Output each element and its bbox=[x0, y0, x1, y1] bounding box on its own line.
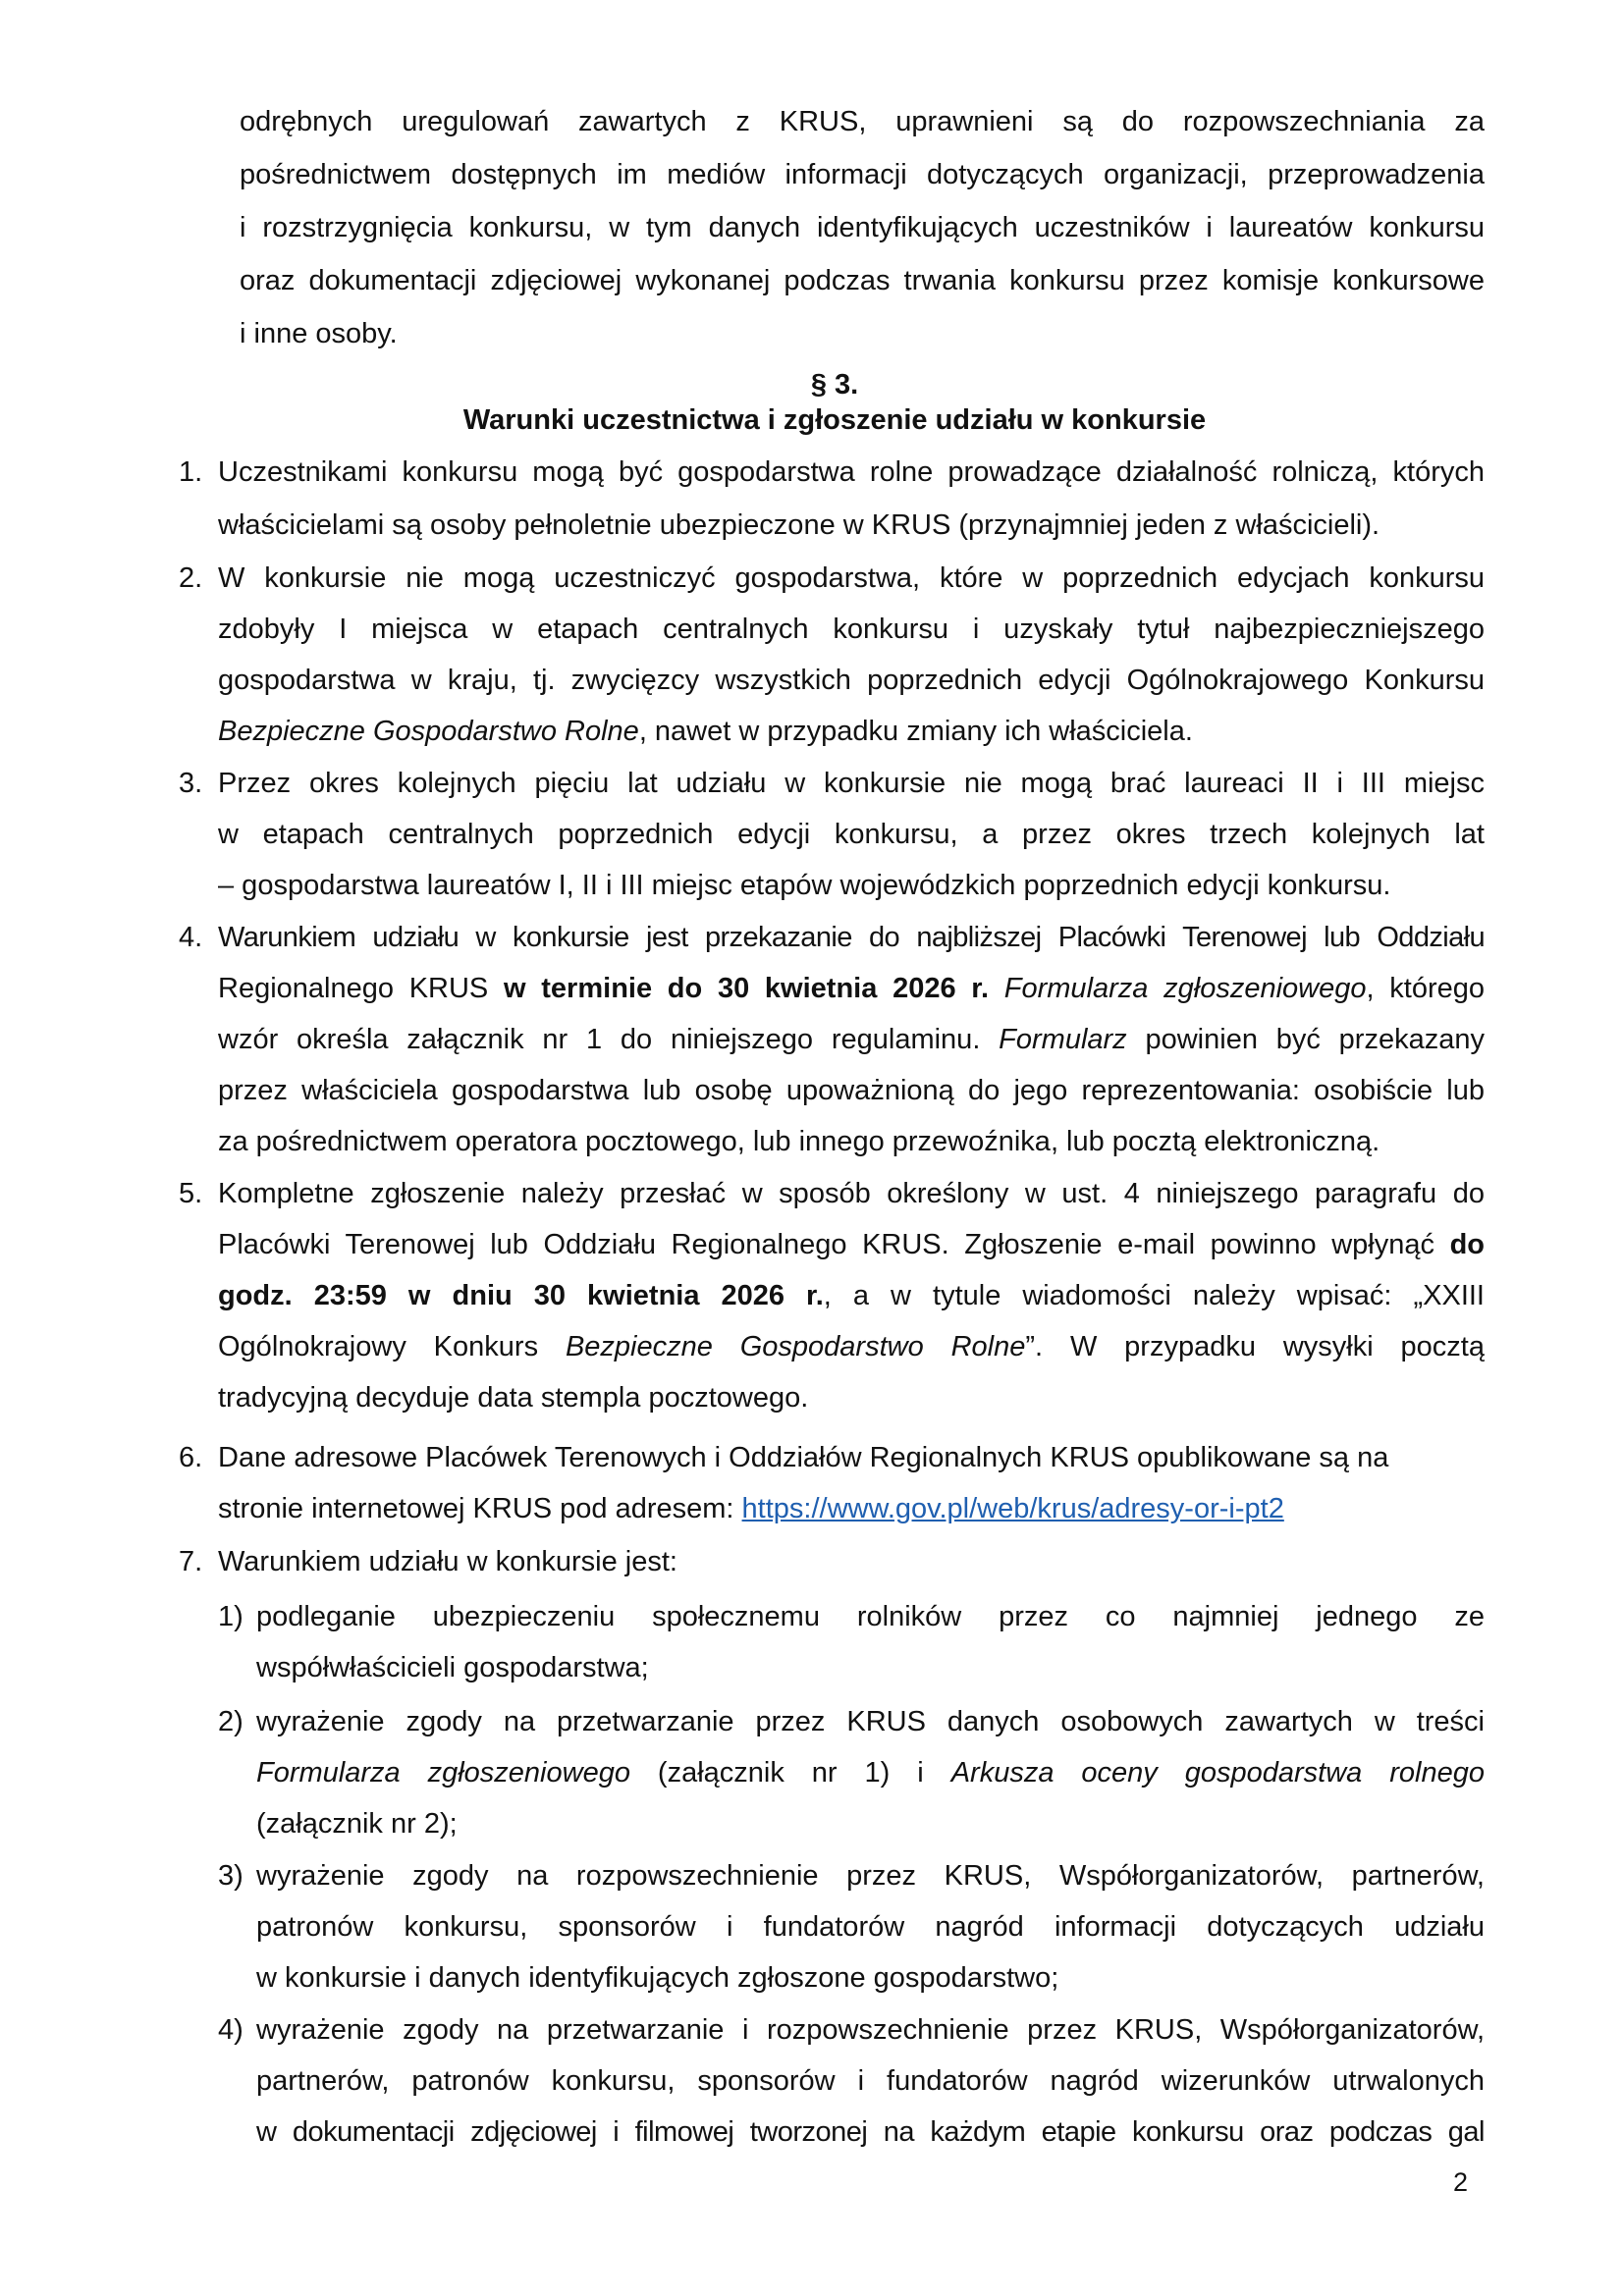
text-line bbox=[218, 1491, 1284, 1526]
item-number: 1. bbox=[179, 456, 203, 488]
text-line: gospodarstwa w kraju, tj. zwycięzcy wszystkich poprzednich edycji Ogólnokrajowego Konkursu bbox=[218, 665, 1485, 696]
text-line: za pośrednictwem operatora pocztowego, lub innego przewoźnika, lub pocztą elektroniczną. bbox=[218, 1126, 1380, 1157]
sub-item-number: 2) bbox=[218, 1706, 243, 1737]
text-line: w dokumentacji zdjęciowej i filmowej tworzonej na każdym etapie konkursu oraz podczas gal bbox=[256, 2116, 1485, 2148]
text-line: i inne osoby. bbox=[240, 318, 398, 349]
text-line: W konkursie nie mogą uczestniczyć gospodarstwa, które w poprzednich edycjach konkursu bbox=[218, 562, 1485, 594]
text-line: Kompletne zgłoszenie należy przesłać w sposób określony w ust. 4 niniejszego paragrafu do bbox=[218, 1178, 1485, 1209]
text-span: , którego bbox=[1366, 973, 1485, 1004]
text-line bbox=[256, 1755, 1485, 1790]
text-line: Dane adresowe Placówek Terenowych i Oddziałów Regionalnych KRUS opublikowane są na bbox=[218, 1442, 1389, 1473]
text-line: wyrażenie zgody na przetwarzanie i rozpowszechnienie przez KRUS, Współorganizatorów, bbox=[256, 2014, 1485, 2046]
text-line: partnerów, patronów konkursu, sponsorów i fundatorów nagród wizerunków utrwalonych bbox=[256, 2065, 1485, 2097]
text-line: (załącznik nr 2); bbox=[256, 1808, 458, 1840]
text-line: patronów konkursu, sponsorów i fundatorów nagród informacji dotyczących udziału bbox=[256, 1911, 1485, 1943]
italic-text: Formularz bbox=[999, 1024, 1127, 1055]
text-line: Warunkiem udziału w konkursie jest przekazanie do najbliższej Placówki Terenowej lub Oddziału bbox=[218, 922, 1485, 953]
item-number: 5. bbox=[179, 1178, 203, 1209]
text-line: podleganie ubezpieczeniu społecznemu rolników przez co najmniej jednego ze bbox=[256, 1601, 1485, 1632]
item-number: 3. bbox=[179, 768, 203, 799]
section-title: Warunki uczestnictwa i zgłoszenie udziału w konkursie bbox=[462, 404, 1207, 436]
text-line bbox=[218, 1227, 1485, 1262]
text-line: właścicielami są osoby pełnoletnie ubezpieczone w KRUS (przynajmniej jeden z właścicieli). bbox=[218, 509, 1380, 541]
text-line: Warunkiem udziału w konkursie jest: bbox=[218, 1546, 677, 1577]
text-line: wyrażenie zgody na rozpowszechnienie przez KRUS, Współorganizatorów, partnerów, bbox=[256, 1860, 1485, 1892]
text-line: współwłaścicieli gospodarstwa; bbox=[256, 1652, 649, 1683]
krus-addresses-link[interactable]: https://www.gov.pl/web/krus/adresy-or-i-pt2 bbox=[741, 1493, 1284, 1524]
text-line: w konkursie i danych identyfikujących zgłoszone gospodarstwo; bbox=[256, 1962, 1059, 1994]
text-line bbox=[218, 1278, 1485, 1313]
italic-title: Bezpieczne Gospodarstwo Rolne bbox=[218, 716, 639, 747]
text-span: stronie internetowej KRUS pod adresem: bbox=[218, 1493, 742, 1524]
italic-text: Formularza zgłoszeniowego bbox=[256, 1757, 630, 1789]
text-line: Uczestnikami konkursu mogą być gospodarstwa rolne prowadzące działalność rolniczą, których bbox=[218, 456, 1485, 488]
text-span: ”. W przypadku wysyłki pocztą bbox=[1025, 1331, 1485, 1362]
italic-text: Arkusza oceny gospodarstwa rolnego bbox=[950, 1757, 1485, 1789]
text-line: wyrażenie zgody na przetwarzanie przez KRUS danych osobowych zawartych w treści bbox=[256, 1706, 1485, 1737]
deadline-text: godz. 23:59 w dniu 30 kwietnia 2026 r. bbox=[218, 1280, 824, 1311]
text-line: tradycyjną decyduje data stempla pocztowego. bbox=[218, 1382, 809, 1414]
text-span: , a w tytule wiadomości należy wpisać: „XXIII bbox=[823, 1280, 1485, 1311]
text-line bbox=[218, 1022, 1485, 1057]
text-line bbox=[218, 971, 1485, 1006]
italic-text: Formularza zgłoszeniowego bbox=[989, 973, 1367, 1004]
deadline-text: w terminie do 30 kwietnia 2026 r. bbox=[504, 973, 990, 1004]
text-line: przez właściciela gospodarstwa lub osobę upoważnioną do jego reprezentowania: osobiście lub bbox=[218, 1075, 1485, 1106]
text-line: Przez okres kolejnych pięciu lat udziału w konkursie nie mogą brać laureaci II i III miejsc bbox=[218, 768, 1485, 799]
text-line: odrębnych uregulowań zawartych z KRUS, uprawnieni są do rozpowszechniania za bbox=[240, 106, 1485, 137]
text-span: , nawet w przypadku zmiany ich właściciela. bbox=[638, 716, 1193, 747]
text-line: pośrednictwem dostępnych im mediów informacji dotyczących organizacji, przeprowadzenia bbox=[240, 159, 1485, 190]
sub-item-number: 3) bbox=[218, 1860, 243, 1892]
item-number: 6. bbox=[179, 1442, 203, 1473]
italic-title: Bezpieczne Gospodarstwo Rolne bbox=[565, 1331, 1026, 1362]
item-number: 4. bbox=[179, 922, 203, 953]
sub-item-number: 4) bbox=[218, 2014, 243, 2046]
text-line: oraz dokumentacji zdjęciowej wykonanej podczas trwania konkursu przez komisje konkursowe bbox=[240, 265, 1485, 296]
text-line bbox=[218, 1329, 1485, 1364]
text-line: zdobyły I miejsca w etapach centralnych konkursu i uzyskały tytuł najbezpieczniejszego bbox=[218, 614, 1485, 645]
item-number: 2. bbox=[179, 562, 203, 594]
item-number: 7. bbox=[179, 1546, 203, 1577]
text-line bbox=[218, 714, 1193, 749]
sub-item-number: 1) bbox=[218, 1601, 243, 1632]
text-line: i rozstrzygnięcia konkursu, w tym danych identyfikujących uczestników i laureatów konkursu bbox=[240, 212, 1485, 243]
text-span: (załącznik nr 1) i bbox=[629, 1757, 951, 1789]
text-span: powinien być przekazany bbox=[1126, 1024, 1485, 1055]
deadline-text: do bbox=[1449, 1229, 1485, 1260]
text-line: w etapach centralnych poprzednich edycji konkursu, a przez okres trzech kolejnych lat bbox=[218, 819, 1485, 850]
page-number: 2 bbox=[1453, 2167, 1469, 2197]
text-span: Ogólnokrajowy Konkurs bbox=[218, 1331, 566, 1362]
text-line: – gospodarstwa laureatów I, II i III miejsc etapów wojewódzkich poprzednich edycji konkursu. bbox=[218, 870, 1391, 901]
text-span: wzór określa załącznik nr 1 do niniejszego regulaminu. bbox=[218, 1024, 1000, 1055]
section-number: § 3. bbox=[810, 369, 859, 400]
text-span: Regionalnego KRUS bbox=[218, 973, 504, 1004]
text-span: Placówki Terenowej lub Oddziału Regionalnego KRUS. Zgłoszenie e-mail powinno wpłynąć bbox=[218, 1229, 1450, 1260]
